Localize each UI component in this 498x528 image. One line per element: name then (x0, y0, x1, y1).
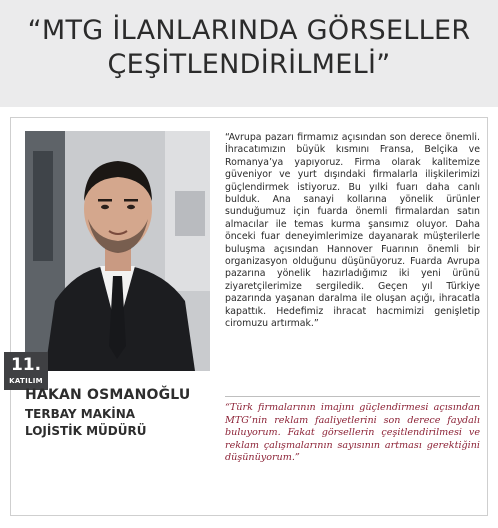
person-name: HAKAN OSMANOĞLU (25, 387, 191, 403)
portrait-illustration (25, 131, 210, 371)
person-info (25, 386, 215, 439)
page-title-line-1: “MTG İLANLARINDA GÖRSELLER (27, 15, 471, 46)
participation-count: 11. (10, 355, 42, 375)
page-title (0, 14, 498, 82)
page-title-line-2: ÇEŞİTLENDİRİLMELİ” (107, 49, 391, 80)
divider (225, 396, 480, 397)
participation-badge (4, 352, 48, 390)
portrait-photo (25, 131, 210, 371)
person-position: LOJİSTİK MÜDÜRÜ (25, 424, 147, 438)
pull-quote: “Türk firmalarının imajını güçlendirmesi açısından MTG’nin reklam faaliyetlerini son derece faydalı buluyorum. Fakat görsellerin çeşitlendirilmesi ve reklam çalışmalarının sayısının artması gerektiğini düşünüyorum.” (225, 402, 480, 464)
participation-label: KATILIM (9, 377, 43, 385)
article-body: “Avrupa pazarı firmamız açısından son derece önemli. İhracatımızın büyük kısmını Fransa, Belçika ve Romanya’ya yapıyoruz. Firma olarak kalitemize güveniyor ve yurt dışındaki firmalarla ilişkilerimizi güçlendirmek istiyoruz. Bu yılki fuarı daha canlı bulduk. Ana sanayi kollarına yönelik ürünler sunduğumuz için fuarda önemli firmalardan satın almacılar ile temas kurma şansımız oluyor. Daha önceki fuar deneyimlerimize dayanarak müşterilerle buluşma açısından Hannover Fuarının önemli bir organizasyon olduğunu düşünüyoruz. Fuarda Avrupa pazarına yönelik hazırladığımız iki yeni ürünü ziyaretçilerimize sergiledik. Geçen yıl Türkiye pazarında yaşanan daralma ile oluşan açığı, ihracatla kapattık. Hedefimiz ihracat hacmimizi genişletip ciromuzu artırmak.” (225, 132, 480, 330)
person-company: TERBAY MAKİNA (25, 407, 136, 421)
header-banner (0, 0, 498, 107)
